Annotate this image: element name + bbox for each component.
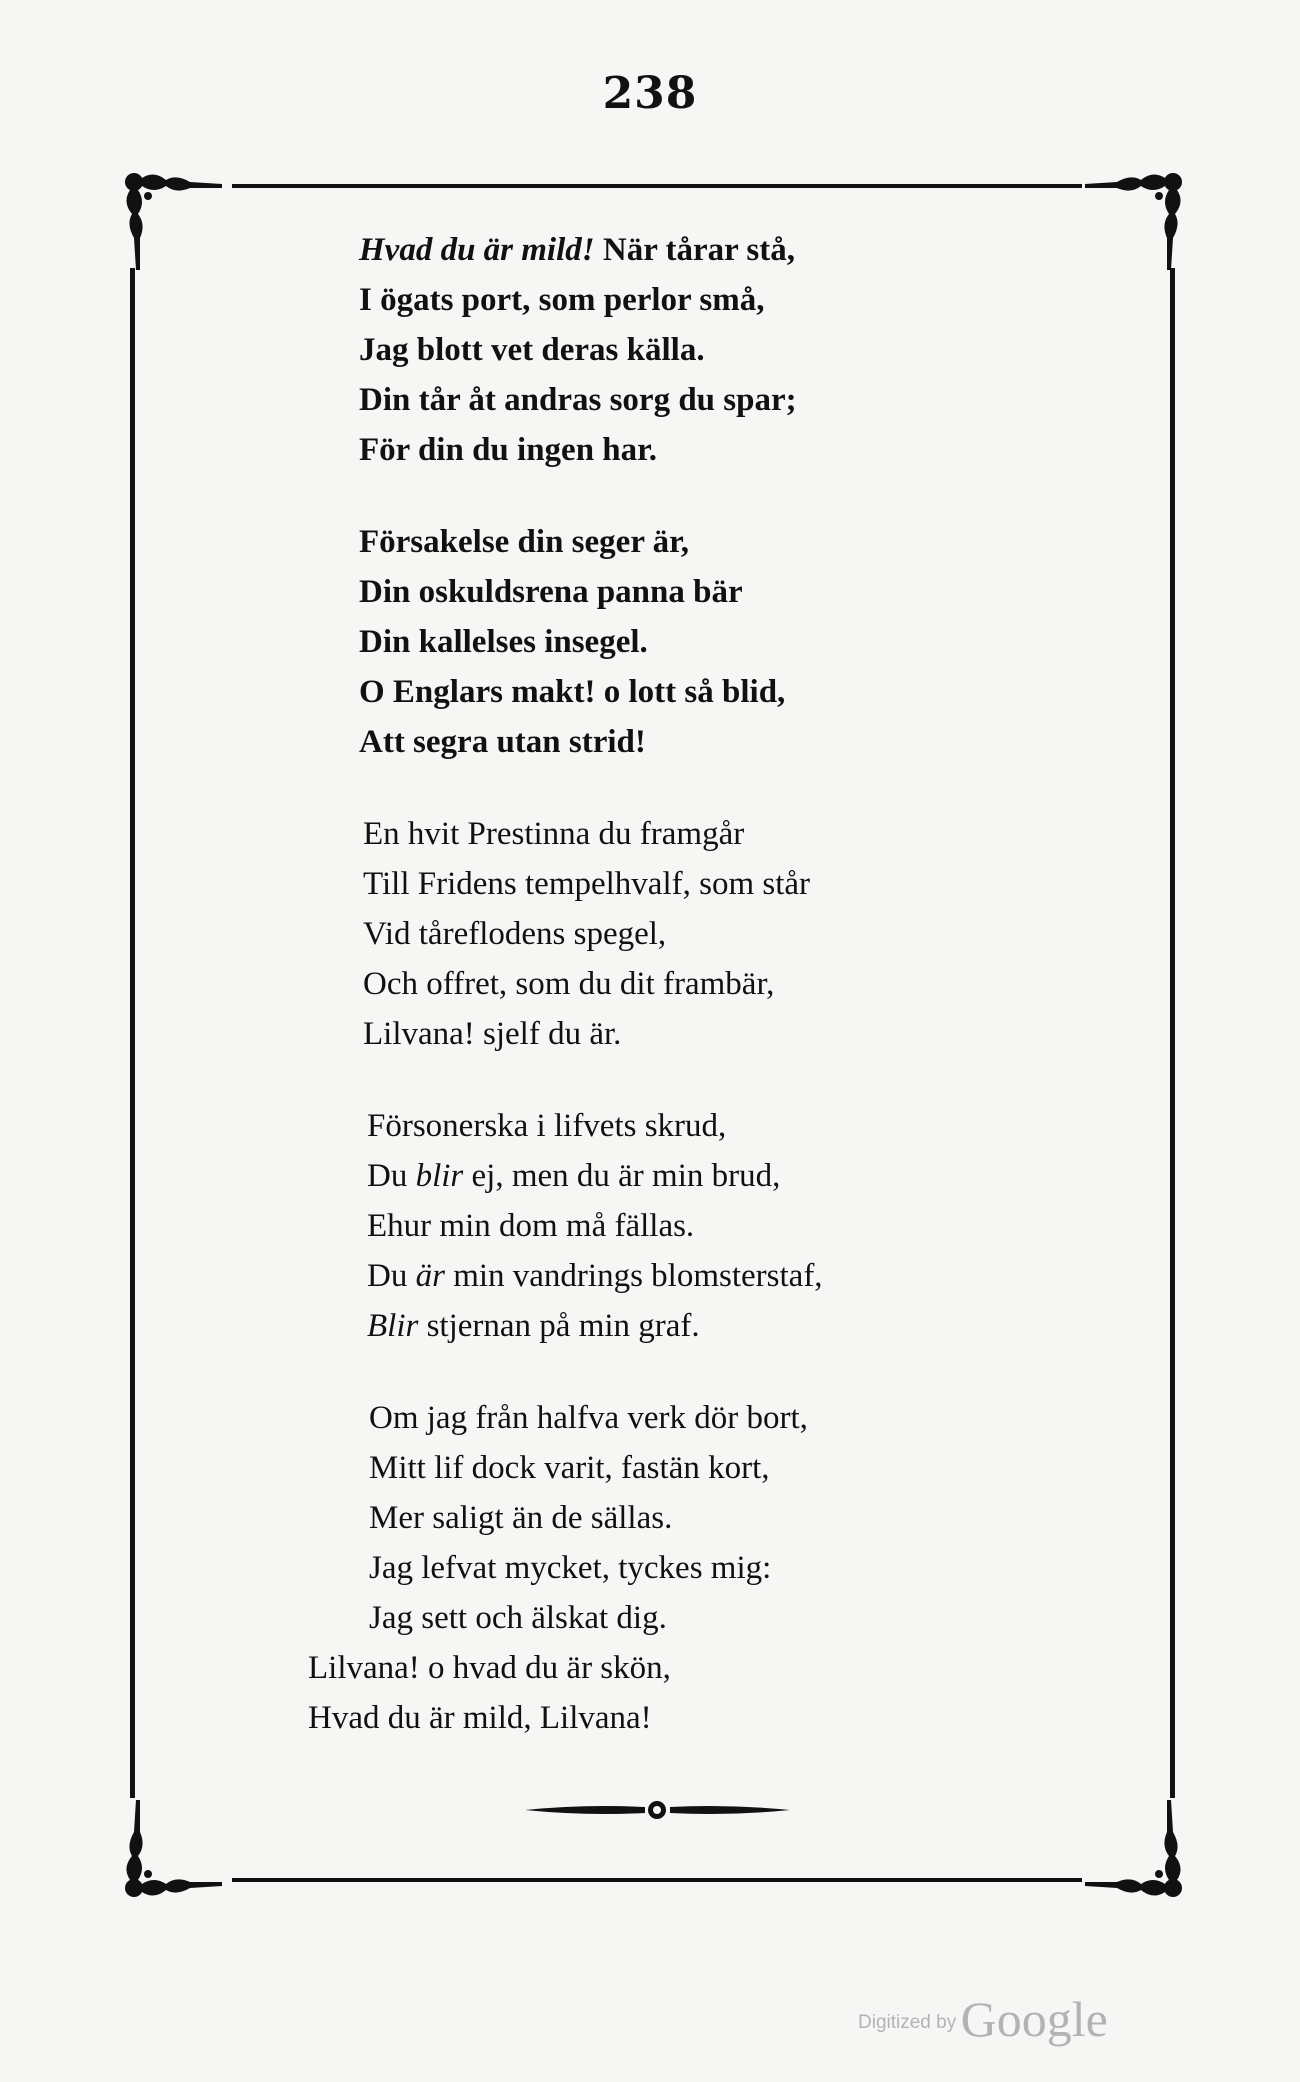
poem-line-segment: När tårar stå, (594, 232, 796, 268)
frame-bottom-rule (232, 1878, 1082, 1882)
poem-line: Om jag från halfva verk dör bort, (369, 1400, 808, 1436)
poem-line: Lilvana! o hvad du är skön, (308, 1650, 671, 1686)
poem-line: Vid tåreflodens spegel, (363, 916, 667, 952)
corner-ornament-icon (112, 160, 232, 280)
poem-line: Ehur min dom må fällas. (367, 1208, 695, 1244)
poem-line: Att segra utan strid! (359, 724, 646, 760)
corner-ornament-icon (1075, 1790, 1195, 1910)
poem-line: Lilvana! sjelf du är. (363, 1016, 622, 1052)
poem-line: Och offret, som du dit frambär, (363, 966, 775, 1002)
poem-line (300, 225, 1060, 275)
poem-line (300, 1151, 1060, 1201)
poem-line: Till Fridens tempelhvalf, som står (363, 866, 811, 902)
page-number: 238 (602, 68, 698, 119)
google-logo: Google (960, 1991, 1108, 2047)
stanza (300, 1101, 1060, 1351)
poem-line: I ögats port, som perlor små, (359, 282, 765, 318)
stanza (300, 225, 1060, 475)
poem-line: För din du ingen har. (359, 432, 658, 468)
poem-line-segment: är (415, 1258, 445, 1294)
poem-line: Hvad du är mild, Lilvana! (308, 1700, 652, 1736)
poem-line: Mer saligt än de sällas. (369, 1500, 673, 1536)
poem-line (300, 1251, 1060, 1301)
poem-line-segment: Du (367, 1158, 416, 1194)
corner-ornament-icon (1075, 160, 1195, 280)
poem-line (300, 1301, 1060, 1351)
stanza (300, 517, 1060, 767)
poem-line: Försonerska i lifvets skrud, (367, 1108, 727, 1144)
poem-line-segment: stjernan på min graf. (418, 1308, 700, 1344)
poem-line: Försakelse din seger är, (359, 524, 689, 560)
digitized-by-label: Digitized by (858, 2012, 957, 2033)
poem-line: Din kallelses insegel. (359, 624, 648, 660)
poem-line-segment: Hvad du är mild! (359, 232, 595, 268)
poem-line-segment: blir (415, 1158, 464, 1194)
poem-line: Jag blott vet deras källa. (359, 332, 705, 368)
corner-ornament-icon (112, 1790, 232, 1910)
poem-body (300, 225, 1060, 1785)
frame-left-rule (130, 268, 135, 1798)
poem-line-segment: min vandrings blomsterstaf, (444, 1258, 823, 1294)
poem-line: Jag sett och älskat dig. (369, 1600, 667, 1636)
frame-top-rule (232, 184, 1082, 188)
end-ornament-icon (525, 1798, 790, 1822)
poem-line-segment: Du (367, 1258, 416, 1294)
poem-line: Din oskuldsrena panna bär (359, 574, 743, 610)
poem-line: Jag lefvat mycket, tyckes mig: (369, 1550, 772, 1586)
poem-line-segment: Blir (367, 1308, 419, 1344)
poem-line-segment: ej, men du är min brud, (463, 1158, 781, 1194)
stanza (300, 809, 1060, 1059)
poem-line: Din tår åt andras sorg du spar; (359, 382, 797, 418)
frame-right-rule (1170, 268, 1175, 1798)
poem-line: Mitt lif dock varit, fastän kort, (369, 1450, 770, 1486)
poem-line: O Englars makt! o lott så blid, (359, 674, 786, 710)
digitized-by-google-watermark (858, 1990, 1108, 2048)
stanza (300, 1393, 1060, 1743)
poem-line: En hvit Prestinna du framgår (363, 816, 745, 852)
